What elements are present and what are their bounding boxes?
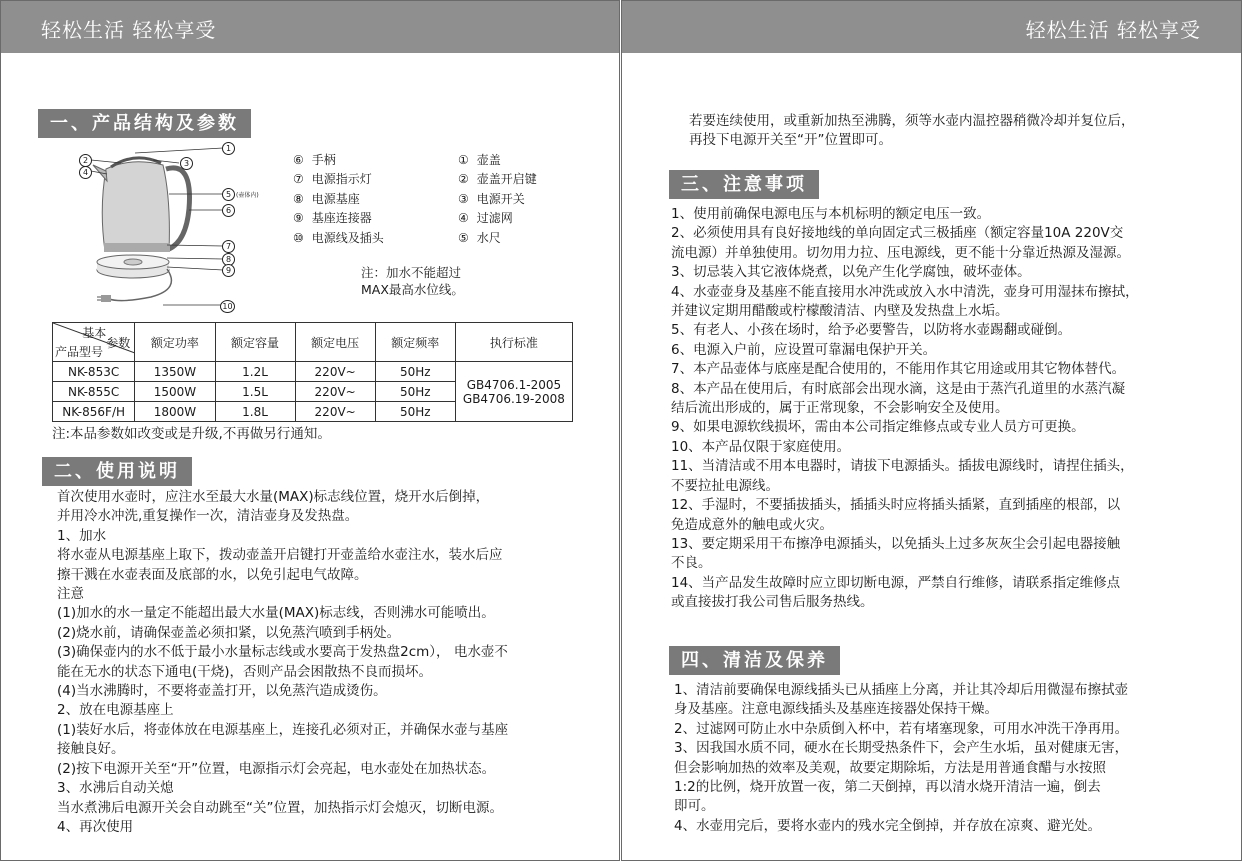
text-line: 3、水沸后自动关熄 [57, 780, 174, 797]
text-line: 并建议定期用醋酸或柠檬酸清洁、内壁及发热盘上水垢。 [671, 303, 1009, 320]
text-line: 或直接拔打我公司售后服务热线。 [671, 594, 874, 611]
text-line: 4、再次使用 [57, 818, 134, 835]
standard-cell: GB4706.1-2005 GB4706.19-2008 [455, 362, 572, 422]
text-line: 即可。 [674, 798, 715, 815]
kettle-illustration-icon [71, 139, 251, 319]
section-title-structure: 一、产品结构及参数 [38, 109, 251, 138]
legend-item: ② 壶盖开启键 [458, 172, 537, 187]
kettle-diagram [71, 139, 259, 319]
table-row: NK-856F/H 1800W 1.8L 220V~ 50Hz [53, 402, 573, 422]
table-row: NK-853C 1350W 1.2L 220V~ 50Hz GB4706.1-2005 GB4706.19-2008 [53, 362, 573, 382]
section-title-cleaning: 四、清洁及保养 [669, 646, 840, 675]
text-line: 1、加水 [57, 527, 107, 544]
text-line: 14、当产品发生故障时应立即切断电源，严禁自行维修，请联系指定维修点 [671, 574, 1121, 591]
text-line: 1、使用前确保电源电压与本机标明的额定电压一致。 [671, 206, 991, 222]
text-line: 能在无水的状态下通电(干烧)，否则产品会困散热不良而损坏。 [57, 663, 433, 680]
text-line: 免造成意外的触电或火灾。 [671, 516, 833, 533]
text-line: 11、当清洁或不用本电器时，请拔下电源插头。插拔电源线时，请捏住插头， [671, 458, 1134, 475]
text-line: 8、本产品在使用后，有时底部会出现水滴，这是由于蒸汽孔道里的水蒸汽凝 [671, 380, 1126, 397]
legend-item: ⑧ 电源基座 [293, 191, 360, 206]
precautions-list [671, 205, 1139, 613]
text-line: 13、要定期采用干布擦净电源插头，以免插头上过多灰灰尘会引起电器接触 [671, 535, 1121, 552]
table-row: NK-855C 1500W 1.5L 220V~ 50Hz [53, 382, 573, 402]
text-line: 10、本产品仅限于家庭使用。 [671, 438, 851, 455]
page-header-right [622, 1, 1241, 53]
text-line: (3)确保壶内的水不低于最小水量标志线或水要高于发热盘2cm）， 电水壶不 [57, 644, 508, 661]
header-slogan: 轻松生活 轻松享受 [1025, 18, 1201, 42]
parts-legend-right [458, 151, 537, 248]
text-line: 1:2的比例，烧开放置一夜，第二天倒掉，再以清水烧开清洁一遍，倒去 [674, 779, 1101, 796]
text-line: 12、手湿时，不要插拔插头，插插头时应将插头插紧，直到插座的根部，以 [671, 497, 1121, 514]
table-header-row [53, 323, 573, 362]
callout-5-note: (壶体内) [236, 192, 259, 199]
table-header: 额定电压 [295, 323, 375, 362]
table-header: 执行标准 [455, 323, 572, 362]
text-line: (1)加水的水一量定不能超出最大水量(MAX)标志线，否则沸水可能喷出。 [57, 605, 495, 622]
text-line: 流电源）并单独使用。切勿用力拉、压电源线，更不能十分靠近热源及湿源。 [671, 244, 1130, 261]
text-line: 不要拉扯电源线。 [671, 477, 779, 494]
text-line: 并用冷水冲洗,重复操作一次，清洁壶身及发热盘。 [57, 508, 359, 525]
legend-item: ⑥ 手柄 [293, 153, 336, 167]
text-line: (4)当水沸腾时，不要将壶盖打开，以免蒸汽造成烫伤。 [57, 683, 387, 700]
spec-footnote: 注:本品参数如改变或是升级,不再做另行通知。 [52, 426, 331, 442]
text-line: 将水壶从电源基座上取下，拨动壶盖开启键打开壶盖给水壶注水，装水后应 [57, 547, 503, 564]
legend-item: ④ 过滤网 [458, 211, 513, 226]
text-line: (2)烧水前，请确保壶盖必须扣紧，以免蒸汽喷到手柄处。 [57, 624, 401, 641]
text-line: 若要连续使用，或重新加热至沸腾，须等水壶内温控器稍微冷却并复位后， [689, 113, 1135, 129]
text-line: 但会影响加热的效率及美观，故要定期除垢，方法是用普通食醋与水按照 [674, 759, 1106, 776]
section-title-precautions: 三、注意事项 [669, 170, 819, 199]
callout-9: 9 [222, 264, 235, 277]
callout-5: 5 [222, 188, 235, 201]
table-header: 额定频率 [375, 323, 455, 362]
text-line: 结后流出形成的，属于正常现象，不会影响安全及使用。 [671, 400, 1009, 417]
legend-item: ⑤ 水尺 [458, 230, 501, 245]
header-slogan: 轻松生活 轻松享受 [41, 18, 217, 42]
table-header: 额定功率 [135, 323, 215, 362]
usage-instructions [57, 488, 508, 837]
callout-7: 7 [222, 240, 235, 253]
text-line: 2、放在电源基座上 [57, 702, 174, 719]
text-line: 首次使用水壶时，应注水至最大水量(MAX)标志线位置，烧开水后倒掉， [57, 489, 490, 505]
text-line: (2)按下电源开关至“开”位置，电源指示灯会亮起，电水壶处在加热状态。 [57, 760, 496, 777]
legend-item: ⑦ 电源指示灯 [293, 172, 372, 187]
text-line: 再投下电源开关至“开”位置即可。 [689, 132, 892, 149]
callout-2: 2 [79, 154, 92, 167]
left-page [0, 0, 620, 861]
legend-item: ① 壶盖 [458, 153, 501, 167]
max-water-note: 注：加水不能超过 MAX最高水位线。 [361, 265, 464, 297]
cleaning-list [674, 681, 1128, 836]
legend-item: ③ 电源开关 [458, 191, 525, 206]
text-line: 2、必须使用具有良好接地线的单向固定式三极插座（额定容量10A 220V交 [671, 225, 1124, 242]
text-line: 擦干溅在水壶表面及底部的水，以免引起电气故障。 [57, 566, 368, 583]
text-line: 3、切忌装入其它液体烧煮，以免产生化学腐蚀，破坏壶体。 [671, 264, 1031, 281]
text-line: 1、清洁前要确保电源线插头已从插座上分离，并让其冷却后用微湿布擦拭壶 [674, 682, 1129, 698]
text-line: 接触良好。 [57, 741, 125, 758]
text-line: (1)装好水后，将壶体放在电源基座上，连接孔必须对正，并确保水壶与基座 [57, 721, 509, 738]
text-line: 2、过滤网可防止水中杂质倒入杯中，若有堵塞现象，可用水冲洗干净再用。 [674, 720, 1129, 737]
legend-item: ⑨ 基座连接器 [293, 211, 372, 226]
legend-item: ⑩ 电源线及插头 [293, 230, 384, 245]
callout-3: 3 [180, 157, 193, 170]
text-line: 当水煮沸后电源开关会自动跳至“关”位置，加热指示灯会熄灭，切断电源。 [57, 799, 503, 816]
continuous-use-note [689, 112, 1135, 151]
callout-1: 1 [222, 142, 235, 155]
spec-table [52, 322, 573, 422]
callout-10: 10 [220, 300, 235, 313]
text-line: 7、本产品壶体与底座是配合使用的，不能用作其它用途或用其它物体替代。 [671, 361, 1126, 378]
text-line: 不良。 [671, 555, 712, 572]
table-corner-cell: 基本 参数 产品型号 [53, 323, 135, 362]
callout-6: 6 [222, 204, 235, 217]
text-line: 9、如果电源软线损坏，需由本公司指定维修点或专业人员方可更换。 [671, 419, 1085, 436]
callout-8: 8 [222, 253, 235, 266]
text-line: 4、水壶壶身及基座不能直接用水冲洗或放入水中清洗，壶身可用湿抹布擦拭， [671, 283, 1139, 300]
section-title-usage: 二、使用说明 [42, 457, 192, 486]
right-page [621, 0, 1242, 861]
text-line: 身及基座。注意电源线插头及基座连接器处保持干燥。 [674, 701, 998, 718]
text-line: 5、有老人、小孩在场时，给予必要警告，以防将水壶踢翻或碰倒。 [671, 322, 1072, 339]
text-line: 4、水壶用完后，要将水壶内的残水完全倒掉，并存放在凉爽、避光处。 [674, 817, 1102, 834]
text-line: 3、因我国水质不同，硬水在长期受热条件下，会产生水垢，虽对健康无害， [674, 740, 1129, 757]
page-header-left [1, 1, 619, 53]
callout-4: 4 [79, 166, 92, 179]
text-line: 注意 [57, 586, 84, 603]
parts-legend-left [293, 151, 384, 248]
text-line: 6、电源入户前，应设置可靠漏电保护开关。 [671, 341, 937, 358]
table-header: 额定容量 [215, 323, 295, 362]
